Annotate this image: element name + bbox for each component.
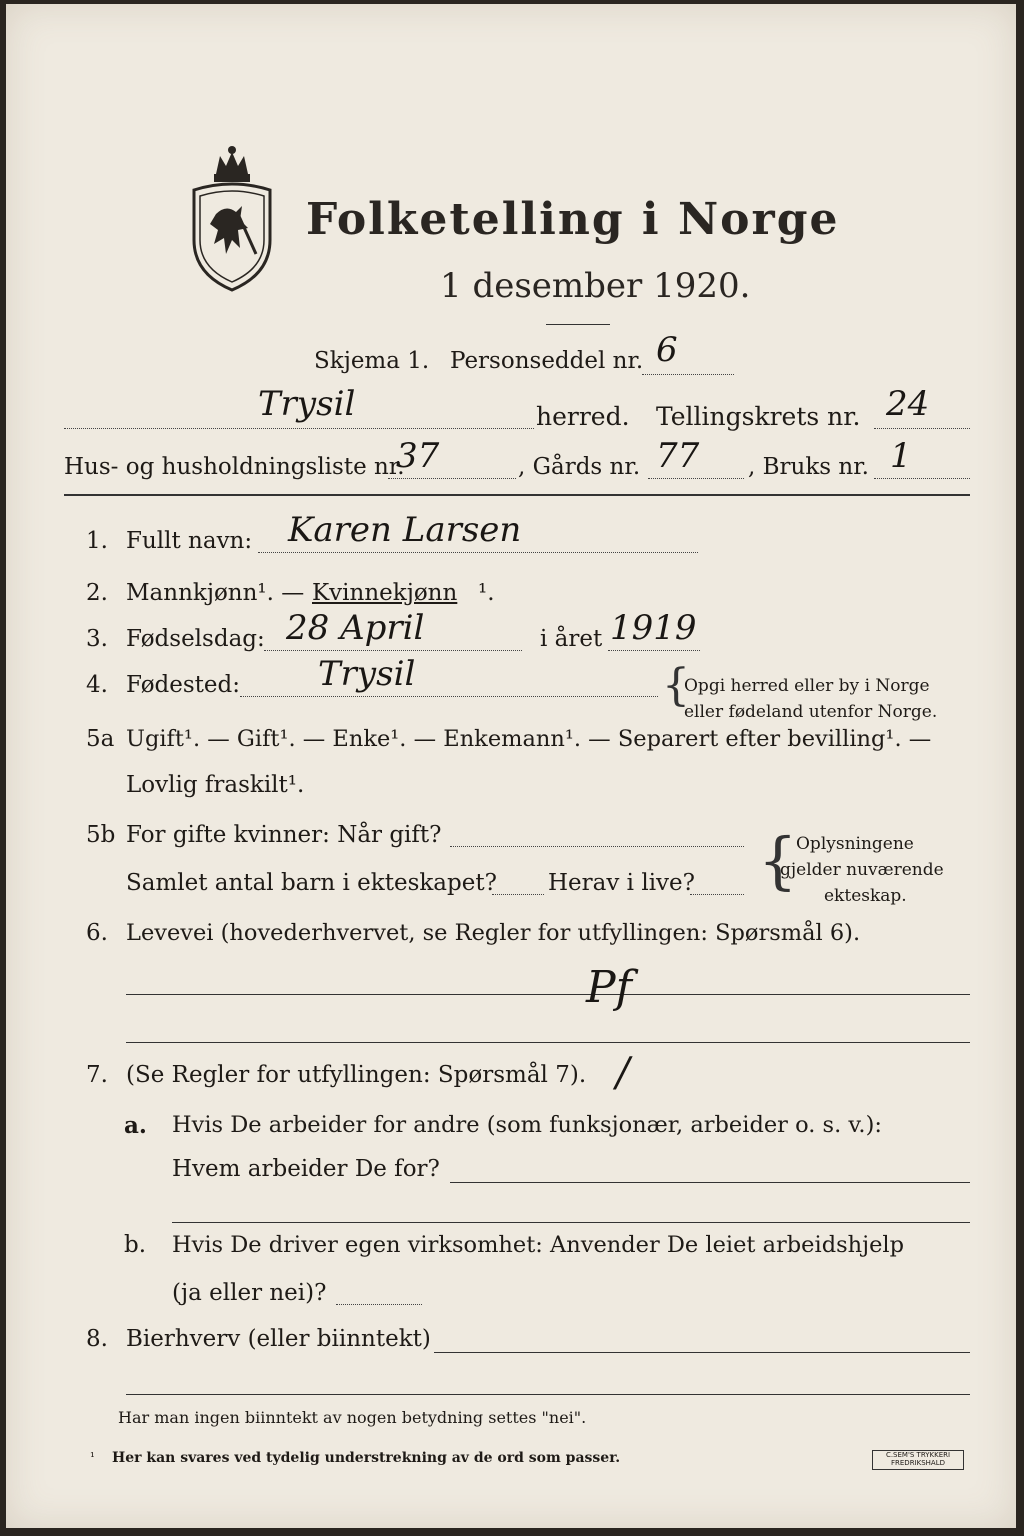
- tellingskrets-value[interactable]: 24: [886, 384, 930, 424]
- children-count-label: Samlet antal barn i ekteskapet?: [126, 870, 497, 896]
- q7b-letter: b.: [124, 1232, 147, 1258]
- side-income-note: Har man ingen biinntekt av nogen betydning settes "nei".: [118, 1408, 587, 1427]
- marriage-note-2: gjelder nuværende: [780, 860, 944, 880]
- census-date: 1 desember 1920.: [440, 266, 751, 306]
- herred-label: herred.: [536, 402, 630, 431]
- birthplace-note-line1: Opgi herred eller by i Norge: [684, 676, 930, 696]
- q8-number: 8.: [86, 1326, 108, 1352]
- birthday-value[interactable]: 28 April: [286, 608, 425, 648]
- q1-number: 1.: [86, 528, 108, 554]
- q7-number: 7.: [86, 1062, 108, 1088]
- husliste-value[interactable]: 37: [396, 436, 440, 476]
- personseddel-label: Personseddel nr.: [450, 348, 644, 374]
- q4-number: 4.: [86, 672, 108, 698]
- q3-number: 3.: [86, 626, 108, 652]
- birth-year-value[interactable]: 1919: [610, 608, 697, 648]
- personseddel-value[interactable]: 6: [656, 330, 678, 370]
- birthplace-value[interactable]: Trysil: [318, 654, 416, 694]
- marital-status-options[interactable]: Ugift¹. — Gift¹. — Enke¹. — Enkemann¹. — Separert efter bevilling¹. —: [126, 726, 932, 752]
- gards-value[interactable]: 77: [656, 436, 700, 476]
- birthplace-note-line2: eller fødeland utenfor Norge.: [684, 702, 938, 722]
- q7a-question: Hvis De arbeider for andre (som funksjonær, arbeider o. s. v.):: [172, 1112, 882, 1138]
- q5b-number: 5b: [86, 822, 116, 848]
- q5a-number: 5a: [86, 726, 115, 752]
- census-form-sheet: Folketelling i Norge 1 desember 1920. Skjema 1. Personseddel nr. 6 Trysil herred. Tellingskrets nr. 24 Hus- og husholdningsliste nr. 37 , Gårds nr. 77 , Bruks nr. 1 1. Fullt navn: Karen Larsen 2. Mannkjønn¹. — Kvinnekjønn ¹. 3. Fødselsdag: 28 April i året 1919 4. Fødested: Trysil { Opgi herred eller by i Norge eller fødeland utenfor Norge. 5a Ugift¹. — Gift¹. — Enke¹. — Enkemann¹. — Separert efter bevilling¹. — Lovlig fraskilt¹. 5b For gifte kvinner: Når gift? Samlet antal barn i ekteskapet? Herav i live? { Oplysningene gjelder nuværende ekteskap. 6. Levevei (hovederhvervet, se Regler for utfyllingen: Spørsmål 6). Pf 7. (Se Regler for utfyllingen: Spørsmål 7). / a. Hvis De arbeider for andre (som funksjonær, arbeider o. s. v.): Hvem arbeider De for? b. Hvis De driver egen virksomhet: Anvender De leiet arbeidshjelp (ja eller nei)? 8. Bierhverv (eller biinntekt) Har man ingen biinntekt av nogen betydning settes "nei". ¹ Her kan svares ved tydelig understrekning av de ord som passer. C.SEM'S TRYKKERI FREDRIKSHALD: [6, 4, 1016, 1528]
- full-name-value[interactable]: Karen Larsen: [288, 510, 522, 550]
- q7-label: (Se Regler for utfyllingen: Spørsmål 7).: [126, 1062, 587, 1088]
- gards-label: , Gårds nr.: [518, 454, 641, 480]
- marital-status-divorced[interactable]: Lovlig fraskilt¹.: [126, 772, 305, 798]
- q6-number: 6.: [86, 920, 108, 946]
- marriage-note-1: Oplysningene: [796, 834, 914, 854]
- occupation-label: Levevei (hovederhvervet, se Regler for utfyllingen: Spørsmål 6).: [126, 920, 861, 946]
- employer-label: Hvem arbeider De for?: [172, 1156, 440, 1182]
- q2-number: 2.: [86, 580, 108, 606]
- husliste-label: Hus- og husholdningsliste nr.: [64, 454, 405, 480]
- children-alive-label: Herav i live?: [548, 870, 695, 896]
- footnote-text: Her kan svares ved tydelig understrekning av de ord som passer.: [112, 1450, 621, 1466]
- occupation-value[interactable]: Pf: [586, 962, 632, 1013]
- printer-stamp: C.SEM'S TRYKKERI FREDRIKSHALD: [872, 1450, 964, 1470]
- side-income-label: Bierhverv (eller biinntekt): [126, 1326, 431, 1352]
- form-title: Folketelling i Norge: [306, 194, 840, 245]
- q7a-letter: a.: [124, 1112, 147, 1139]
- q4-label: Fødested:: [126, 672, 241, 698]
- tellingskrets-label: Tellingskrets nr.: [656, 402, 861, 431]
- q7b-question: Hvis De driver egen virksomhet: Anvender De leiet arbeidshjelp: [172, 1232, 905, 1258]
- marriage-note-3: ekteskap.: [824, 886, 907, 906]
- hired-help-label: (ja eller nei)?: [172, 1280, 327, 1306]
- footnote-mark: ¹: [90, 1450, 95, 1464]
- married-when-label: For gifte kvinner: Når gift?: [126, 822, 442, 848]
- skjema-label: Skjema 1.: [314, 348, 430, 374]
- q2-footnote-mark: ¹.: [478, 580, 495, 606]
- bruks-value[interactable]: 1: [890, 436, 912, 476]
- year-label: i året: [540, 626, 603, 652]
- female-option[interactable]: Kvinnekjønn: [312, 580, 458, 606]
- herred-value[interactable]: Trysil: [258, 384, 356, 424]
- norway-coat-of-arms-icon: [186, 144, 278, 294]
- q7-mark[interactable]: /: [616, 1050, 630, 1096]
- bruks-label: , Bruks nr.: [748, 454, 869, 480]
- q3-label: Fødselsdag:: [126, 626, 265, 652]
- male-option[interactable]: Mannkjønn¹. —: [126, 580, 305, 606]
- q1-label: Fullt navn:: [126, 528, 253, 554]
